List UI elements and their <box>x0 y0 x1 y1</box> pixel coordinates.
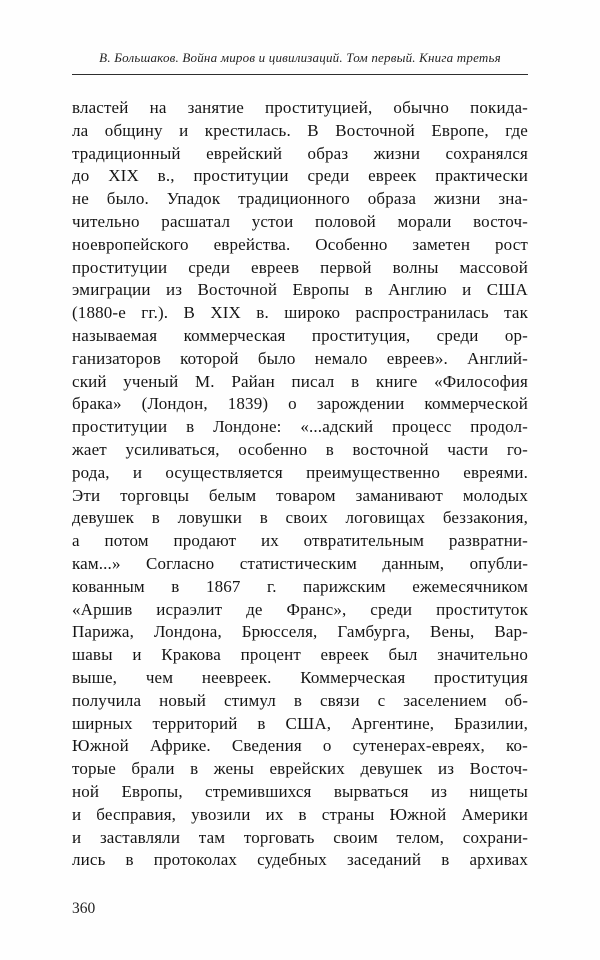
text-line: а потом продают их отвратительным развратни- <box>72 531 528 551</box>
text-line: Парижа, Лондона, Брюсселя, Гамбурга, Вены, Вар- <box>72 622 528 642</box>
text-line: чительно расшатал устои половой морали восточ- <box>72 211 528 231</box>
text-line: властей на занятие проституцией, обычно покида- <box>72 98 528 117</box>
text-line: эмиграции из Восточной Европы в Англию и США <box>72 280 528 300</box>
running-header <box>72 50 528 75</box>
running-title: В. Большаков. Война миров и цивилизаций. Том первый. Книга третья <box>99 50 501 65</box>
text-line: ганизаторов которой было немало евреев». Англий- <box>72 348 528 368</box>
text-line: жает усиливаться, особенно в восточной части го- <box>72 439 528 459</box>
text-line: и бесправия, увозили их в страны Южной Америки <box>72 804 528 824</box>
text-line: лись в протоколах судебных заседаний в архивах <box>72 850 528 870</box>
text-line: торые брали в жены еврейских девушек из Восточ- <box>72 759 528 779</box>
text-line: ширных территорий в США, Аргентине, Бразилии, <box>72 713 528 733</box>
text-line: до XIX в., проституции среди евреек практически <box>72 166 528 186</box>
text-line: ной Европы, стремившихся вырваться из нищеты <box>72 781 528 801</box>
text-line: Южной Африке. Сведения о сутенерах-евреях, ко- <box>72 736 528 756</box>
text-line: шавы и Кракова процент евреек был значительно <box>72 645 528 665</box>
text-line: кам...» Согласно статистическим данным, опубли- <box>72 553 528 573</box>
text-line: проституции в Лондоне: «...адский процесс продол- <box>72 417 528 437</box>
text-line: брака» (Лондон, 1839) о зарождении коммерческой <box>72 394 528 414</box>
text-line: (1880-е гг.). В XIX в. широко распространилась так <box>72 303 528 323</box>
text-line: девушек в ловушки в своих логовищах беззакония, <box>72 508 528 528</box>
text-line: получила новый стимул в связи с заселением об- <box>72 690 528 710</box>
text-line: традиционный еврейский образ жизни сохранялся <box>72 143 528 163</box>
text-line: выше, чем неевреек. Коммерческая проституция <box>72 667 528 687</box>
text-line: ла общину и крестилась. В Восточной Европе, где <box>72 120 528 140</box>
text-line: не было. Упадок традиционного образа жизни зна- <box>72 189 528 209</box>
text-line: Эти торговцы белым товаром заманивают молодых <box>72 485 528 505</box>
body-text <box>72 97 528 872</box>
text-line: ский ученый М. Райан писал в книге «Философия <box>72 371 528 391</box>
text-line: ноевропейского еврейства. Особенно заметен рост <box>72 234 528 254</box>
text-line: проституции среди евреев первой волны массовой <box>72 257 528 277</box>
text-line: и заставляли там торговать своим телом, сохрани- <box>72 827 528 847</box>
text-line: кованным в 1867 г. парижским ежемесячником <box>72 576 528 596</box>
text-line: рода, и осуществляется преимущественно евреями. <box>72 462 528 482</box>
text-line: называемая коммерческая проституция, среди ор- <box>72 325 528 345</box>
page-number: 360 <box>72 900 96 917</box>
text-line: «Аршив исраэлит де Франс», среди проституток <box>72 599 528 619</box>
page-footer <box>72 900 528 918</box>
